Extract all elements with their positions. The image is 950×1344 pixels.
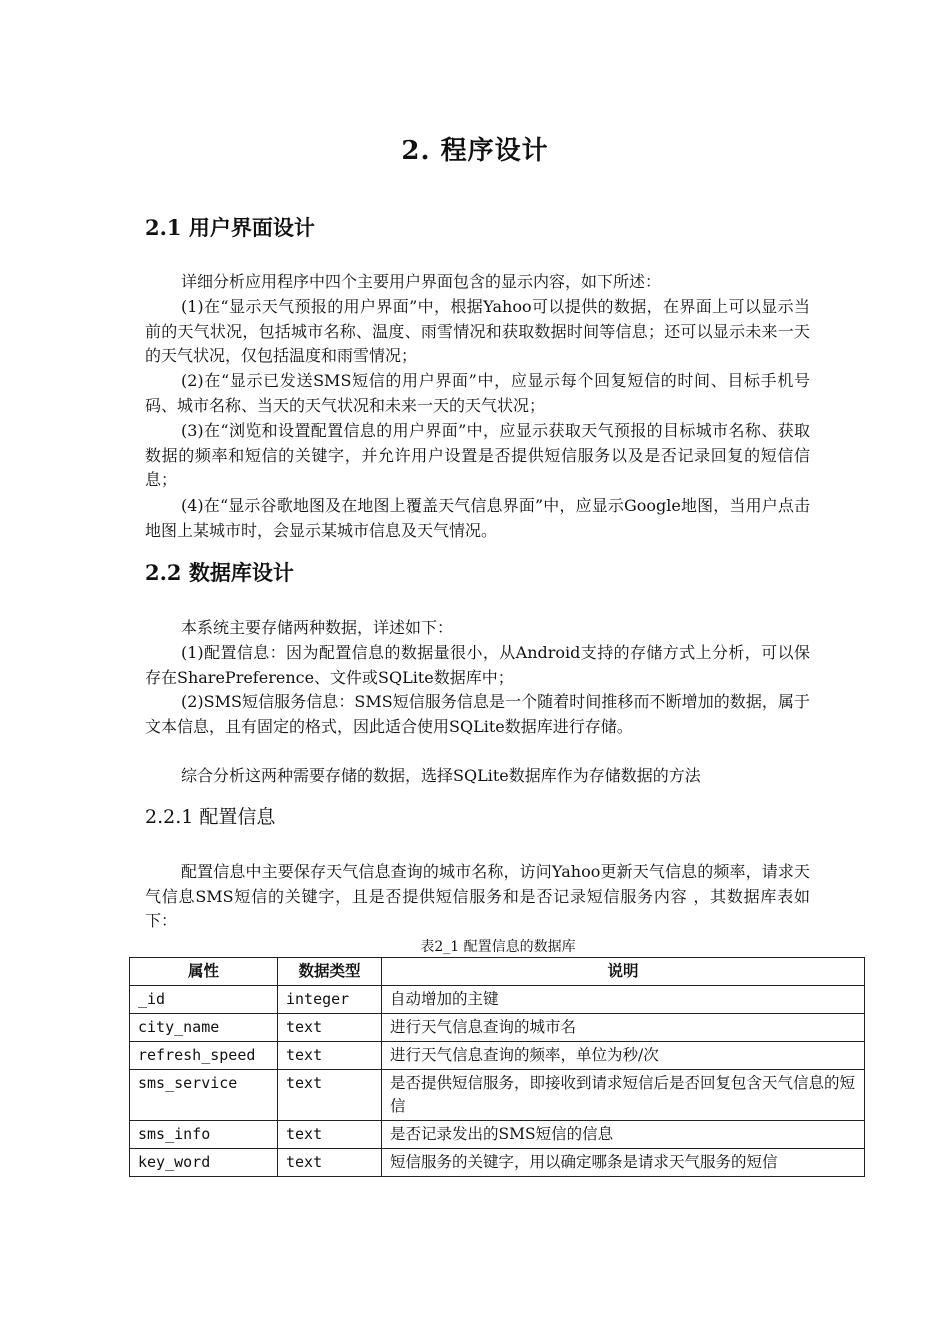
paragraph: 综合分析这两种需要存储的数据，选择SQLite数据库作为存储数据的方法 xyxy=(181,766,701,785)
paragraph: (1)配置信息：因为配置信息的数据量很小，从Android支持的存储方式上分析，可以保存在SharePreference、文件或SQLite数据库中； xyxy=(145,643,810,687)
paragraph: 详细分析应用程序中四个主要用户界面包含的显示内容，如下所述： xyxy=(181,272,662,291)
paragraph: 配置信息中主要保存天气信息查询的城市名称，访问Yahoo更新天气信息的频率，请求天气信息SMS短信的关键字，且是否提供短信服务和是否记录短信服务内容 ，其数据库表如下： xyxy=(145,862,810,931)
table-cell: sms_service xyxy=(130,1070,278,1121)
table-cell: text xyxy=(278,1070,382,1121)
table-caption: 表2_1 配置信息的数据库 xyxy=(420,939,576,955)
table-header-row xyxy=(130,958,865,986)
table-cell: 短信服务的关键字，用以确定哪条是请求天气服务的短信 xyxy=(382,1149,865,1177)
table-row xyxy=(130,1070,865,1121)
table-cell: integer xyxy=(278,986,382,1014)
paragraph: (2)SMS短信服务信息：SMS短信服务信息是一个随着时间推移而不断增加的数据，属于文本信息，且有固定的格式，因此适合使用SQLite数据库进行存储。 xyxy=(145,692,810,736)
table-cell: 是否记录发出的SMS短信的信息 xyxy=(382,1121,865,1149)
paragraph: 本系统主要存储两种数据，详述如下： xyxy=(181,618,454,637)
paragraph: (1)在“显示天气预报的用户界面”中，根据Yahoo可以提供的数据，在界面上可以显示当前的天气状况，包括城市名称、温度、雨雪情况和获取数据时间等信息；还可以显示未来一天的天气状况，仅包括温度和雨雪情况； xyxy=(145,297,810,366)
config-info-table xyxy=(129,957,865,1177)
table-row xyxy=(130,1042,865,1070)
paragraph: (2)在“显示已发送SMS短信的用户界面”中，应显示每个回复短信的时间、目标手机号码、城市名称、当天的天气状况和未来一天的天气状况； xyxy=(145,371,810,415)
column-header: 数据类型 xyxy=(278,958,382,986)
table-cell: 是否提供短信服务，即接收到请求短信后是否回复包含天气信息的短信 xyxy=(382,1070,865,1121)
table-cell: _id xyxy=(130,986,278,1014)
table-cell: sms_info xyxy=(130,1121,278,1149)
table-row xyxy=(130,986,865,1014)
table-cell: 进行天气信息查询的城市名 xyxy=(382,1014,865,1042)
section-heading-2-1: 2.1 用户界面设计 xyxy=(145,215,315,240)
table-cell: text xyxy=(278,1121,382,1149)
table-cell: refresh_speed xyxy=(130,1042,278,1070)
table-cell: city_name xyxy=(130,1014,278,1042)
paragraph: (3)在“浏览和设置配置信息的用户界面”中，应显示获取天气预报的目标城市名称、获取数据的频率和短信的关键字，并允许用户设置是否提供短信服务以及是否记录回复的短信信息； xyxy=(145,421,810,490)
table-cell: text xyxy=(278,1149,382,1177)
chapter-title: 2. 程序设计 xyxy=(401,136,549,166)
table-row xyxy=(130,1014,865,1042)
section-heading-2-2-1: 2.2.1 配置信息 xyxy=(145,806,276,828)
table-cell: text xyxy=(278,1014,382,1042)
table-row xyxy=(130,1121,865,1149)
table-row xyxy=(130,1149,865,1177)
column-header: 说明 xyxy=(382,958,865,986)
table-cell: key_word xyxy=(130,1149,278,1177)
section-heading-2-2: 2.2 数据库设计 xyxy=(145,560,294,585)
column-header: 属性 xyxy=(130,958,278,986)
paragraph: (4)在“显示谷歌地图及在地图上覆盖天气信息界面”中，应显示Google地图，当用户点击地图上某城市时，会显示某城市信息及天气情况。 xyxy=(145,496,810,540)
table-cell: 自动增加的主键 xyxy=(382,986,865,1014)
table-cell: 进行天气信息查询的频率，单位为秒/次 xyxy=(382,1042,865,1070)
table-cell: text xyxy=(278,1042,382,1070)
